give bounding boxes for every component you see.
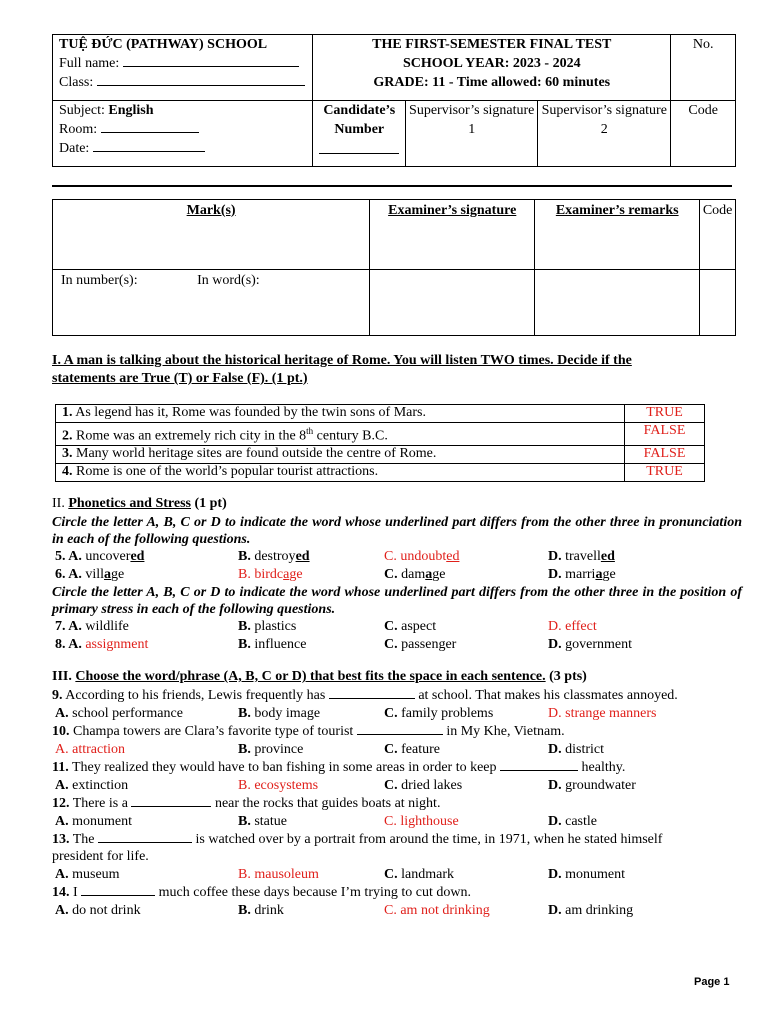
option-letter: C. xyxy=(384,867,398,882)
examiner-remarks-box xyxy=(535,270,700,336)
supervisor2-label: Supervisor’s signature xyxy=(541,103,667,118)
option-text: assignment xyxy=(81,637,149,652)
option-text: marri xyxy=(561,567,596,582)
option-text: mausoleum xyxy=(254,867,319,882)
statement-text: Rome is one of the world’s popular tourist attractions. xyxy=(76,463,379,479)
option-text: ge xyxy=(432,567,446,582)
option-text: monument xyxy=(565,867,626,882)
section3-title-text: Choose the word/phrase (A, B, C or D) that best fits the space in each sentence. xyxy=(75,669,546,684)
marks-code-header xyxy=(700,200,736,270)
statement-num: 1. xyxy=(62,405,73,420)
supervisor1-num: 1 xyxy=(468,122,476,137)
statement-num: 4. xyxy=(62,463,73,479)
question-text: much coffee these days because I’m trying to cut down. xyxy=(155,885,471,900)
option-text: uncover xyxy=(81,549,131,564)
option-text: do not drink xyxy=(72,903,141,918)
option-text: district xyxy=(565,742,605,757)
q8-c xyxy=(384,636,456,654)
examiner-sig-label: Examiner’s signature xyxy=(388,203,517,218)
q7-d-answer xyxy=(548,618,597,636)
q8-d xyxy=(548,636,632,654)
q10-c xyxy=(384,741,440,759)
school-info-cell xyxy=(53,35,313,101)
option-underline: ed xyxy=(600,549,615,564)
q12-d xyxy=(548,813,597,831)
option-letter: C. xyxy=(384,778,398,793)
q9-b xyxy=(238,705,320,723)
marks-table xyxy=(52,199,736,336)
page-number: Page 1 xyxy=(694,976,730,988)
option-underline: ed xyxy=(130,549,145,564)
true-false-table xyxy=(55,404,705,482)
option-text: lighthouse xyxy=(400,814,459,829)
candidate-label-1: Candidate’s xyxy=(323,103,396,118)
option-text: monument xyxy=(72,814,133,829)
question-text: healthy. xyxy=(578,760,626,775)
option-text: travell xyxy=(561,549,601,564)
question-text: The xyxy=(69,832,99,847)
option-text: dam xyxy=(397,567,426,582)
option-text: dried lakes xyxy=(401,778,463,793)
code-cell xyxy=(671,101,736,167)
option-letter: C. xyxy=(384,619,398,634)
option-underline: a xyxy=(425,567,433,582)
option-text: statue xyxy=(254,814,287,829)
section2-instr1: Circle the letter A, B, C or D to indicate the word whose underlined part differs from the other three in pronunciation in each of the following questions. xyxy=(52,515,742,547)
option-letter: C. xyxy=(384,637,398,652)
answer-blank[interactable] xyxy=(357,734,443,735)
option-letter: C. xyxy=(384,742,398,757)
room-label: Room: xyxy=(59,122,98,137)
option-letter: B. xyxy=(238,619,251,634)
option-text: ge xyxy=(602,567,616,582)
question-num: 11. xyxy=(52,760,69,775)
full-name-field[interactable] xyxy=(123,66,299,67)
q10-b xyxy=(238,741,303,759)
section1-title-line2: statements are True (T) or False (F). (1 pt.) xyxy=(52,371,308,386)
option-text: extinction xyxy=(72,778,129,793)
option-underline: a xyxy=(595,567,603,582)
q5-c-answer xyxy=(384,548,459,566)
subject-label: Subject: xyxy=(59,103,105,118)
candidate-cell xyxy=(313,101,406,167)
option-text: undoubt xyxy=(396,549,447,564)
option-letter: D. xyxy=(548,742,562,757)
option-letter: B. xyxy=(238,567,251,582)
marks-code-label: Code xyxy=(702,203,733,218)
q13-c xyxy=(384,866,454,884)
q14-a xyxy=(55,902,141,920)
option-letter: B. xyxy=(238,706,251,721)
question-num: 13. xyxy=(52,832,70,847)
q9-d-answer xyxy=(548,705,656,723)
option-text: plastics xyxy=(250,619,297,634)
q12-b xyxy=(238,813,287,831)
q9-stem xyxy=(52,687,742,705)
option-letter: B. xyxy=(238,742,251,757)
statement-3 xyxy=(56,445,625,463)
option-letter: A. xyxy=(55,867,69,882)
supervisor2-cell xyxy=(538,101,671,167)
q7-a xyxy=(55,618,129,636)
section2-points: (1 pt) xyxy=(194,496,227,511)
option-letter: D. xyxy=(548,814,562,829)
q11-a xyxy=(55,777,128,795)
option-text: birdc xyxy=(250,567,284,582)
section2-num: II. xyxy=(52,496,65,511)
q13-stem xyxy=(52,831,742,849)
section2-title xyxy=(52,495,742,513)
examiner-sig-header xyxy=(370,200,535,270)
question-num: 14. xyxy=(52,885,70,900)
test-title-cell xyxy=(313,35,671,101)
statement-4 xyxy=(56,463,625,481)
option-letter: 8. A. xyxy=(55,637,82,652)
answer-blank[interactable] xyxy=(329,698,415,699)
in-number-label: In number(s): xyxy=(61,273,138,288)
section1-title xyxy=(52,352,742,388)
q6-d xyxy=(548,566,616,584)
statement-2 xyxy=(56,423,625,446)
q6-a xyxy=(55,566,124,584)
option-letter: B. xyxy=(238,867,251,882)
option-letter: A. xyxy=(55,742,69,757)
question-text: in My Khe, Vietnam. xyxy=(442,724,565,739)
school-year: SCHOOL YEAR: 2023 - 2024 xyxy=(402,56,581,71)
question-text: They realized they would have to ban fishing in some areas in order to keep xyxy=(68,760,501,775)
no-cell xyxy=(671,35,736,101)
room-field[interactable] xyxy=(101,132,199,133)
option-text: destroy xyxy=(250,549,296,564)
q8-b xyxy=(238,636,306,654)
option-letter: D. xyxy=(548,567,562,582)
option-text: family problems xyxy=(401,706,494,721)
option-letter: B. xyxy=(238,903,251,918)
marks-label: Mark(s) xyxy=(186,203,236,218)
full-name-label: Full name: xyxy=(59,56,120,71)
q11-d xyxy=(548,777,636,795)
q12-stem xyxy=(52,795,742,813)
option-text: aspect xyxy=(397,619,437,634)
class-field[interactable] xyxy=(97,85,305,86)
q13-d xyxy=(548,866,625,884)
statement-text: Rome was an extremely rich city in the 8 xyxy=(76,428,307,444)
school-name: TUỆ ĐỨC (PATHWAY) SCHOOL xyxy=(59,37,268,52)
question-text: I xyxy=(69,885,82,900)
option-letter: C. xyxy=(384,814,397,829)
option-underline: a xyxy=(104,567,112,582)
answer-1: TRUE xyxy=(625,405,705,423)
q13-b-answer xyxy=(238,866,319,884)
option-text: province xyxy=(254,742,304,757)
option-text: castle xyxy=(565,814,597,829)
date-label: Date: xyxy=(59,141,90,156)
option-text: government xyxy=(561,637,632,652)
q10-stem xyxy=(52,723,742,741)
q14-d xyxy=(548,902,633,920)
option-text: school performance xyxy=(72,706,183,721)
statement-num: 2. xyxy=(62,428,73,444)
candidate-label-2: Number xyxy=(334,122,385,137)
option-underline: ed xyxy=(446,549,460,564)
answer-blank[interactable] xyxy=(81,895,155,896)
option-letter: D. xyxy=(548,867,562,882)
q8-a-answer xyxy=(55,636,148,654)
answer-3: FALSE xyxy=(625,445,705,463)
option-letter: B. xyxy=(238,549,251,564)
option-text: landmark xyxy=(401,867,454,882)
option-text: ge xyxy=(289,567,303,582)
code-label: Code xyxy=(688,103,718,118)
q6-b-answer xyxy=(238,566,303,584)
section3-title xyxy=(52,668,742,686)
option-letter: 7. A. xyxy=(55,619,82,634)
q11-c xyxy=(384,777,462,795)
question-text: near the rocks that guides boats at night. xyxy=(211,796,441,811)
in-word-label: In word(s): xyxy=(197,273,260,288)
class-label: Class: xyxy=(59,75,94,90)
option-letter: B. xyxy=(238,637,251,652)
answer-blank[interactable] xyxy=(500,770,578,771)
no-label: No. xyxy=(692,37,714,52)
answer-blank[interactable] xyxy=(98,842,192,843)
option-text: am not drinking xyxy=(400,903,490,918)
grade-time: GRADE: 11 - Time allowed: 60 minutes xyxy=(373,75,611,90)
option-letter: A. xyxy=(55,778,69,793)
statement-text: As legend has it, Rome was founded by the twin sons of Mars. xyxy=(75,405,426,420)
q10-a-answer xyxy=(55,741,125,759)
q7-b xyxy=(238,618,296,636)
header-table xyxy=(52,34,736,167)
marks-values-cell xyxy=(53,270,370,336)
option-letter: A. xyxy=(55,903,69,918)
subject-cell xyxy=(53,101,313,167)
option-text: strange manners xyxy=(565,706,657,721)
q11-b-answer xyxy=(238,777,318,795)
section2-title-text: Phonetics and Stress xyxy=(68,496,191,511)
option-underline: a xyxy=(283,567,290,582)
option-text: museum xyxy=(72,867,120,882)
option-text: ecosystems xyxy=(254,778,319,793)
option-text: attraction xyxy=(72,742,125,757)
date-field[interactable] xyxy=(93,151,205,152)
divider xyxy=(52,185,732,187)
q5-b xyxy=(238,548,310,566)
question-text: at school. That makes his classmates annoyed. xyxy=(414,688,678,703)
statement-num: 3. xyxy=(62,445,73,461)
question-num: 12. xyxy=(52,796,70,811)
section2-instr2: Circle the letter A, B, C or D to indicate the word whose underlined part differs from the other three in the position of primary stress in each of the following questions. xyxy=(52,585,742,617)
statement-text: Many world heritage sites are found outside the centre of Rome. xyxy=(76,445,437,461)
option-text: effect xyxy=(561,619,597,634)
q5-a xyxy=(55,548,144,566)
option-text: influence xyxy=(250,637,307,652)
q14-stem xyxy=(52,884,742,902)
option-text: feature xyxy=(401,742,440,757)
option-letter: D. xyxy=(548,706,562,721)
option-letter: D. xyxy=(548,778,562,793)
option-underline: ed xyxy=(295,549,310,564)
q6-c xyxy=(384,566,445,584)
examiner-sig-box xyxy=(370,270,535,336)
q13-stem-line2: president for life. xyxy=(52,849,149,864)
subject-value: English xyxy=(108,103,154,118)
option-letter: 5. A. xyxy=(55,549,82,564)
question-text: According to his friends, Lewis frequently has xyxy=(62,688,329,703)
statement-sup: th xyxy=(306,426,314,436)
question-text: Champa towers are Clara’s favorite type of tourist xyxy=(69,724,357,739)
option-text: vill xyxy=(81,567,105,582)
answer-blank[interactable] xyxy=(131,806,211,807)
section3-num: III. xyxy=(52,669,72,684)
q7-c xyxy=(384,618,436,636)
option-letter: D. xyxy=(548,619,562,634)
section1-title-line1: I. A man is talking about the historical heritage of Rome. You will listen TWO times. Decide if the xyxy=(52,353,632,368)
question-num: 9. xyxy=(52,688,63,703)
question-num: 10. xyxy=(52,724,70,739)
statement-text: century B.C. xyxy=(313,428,388,444)
q11-stem xyxy=(52,759,742,777)
option-text: drink xyxy=(254,903,284,918)
q12-c-answer xyxy=(384,813,459,831)
answer-2: FALSE xyxy=(625,423,705,446)
option-letter: D. xyxy=(548,637,562,652)
option-letter: C. xyxy=(384,567,398,582)
candidate-number-field[interactable] xyxy=(319,139,399,154)
marks-header xyxy=(53,200,370,270)
q12-a xyxy=(55,813,132,831)
section3-points: (3 pts) xyxy=(549,669,587,684)
supervisor2-num: 2 xyxy=(600,122,608,137)
marks-code-box xyxy=(700,270,736,336)
q9-a xyxy=(55,705,183,723)
test-title: THE FIRST-SEMESTER FINAL TEST xyxy=(372,37,612,52)
option-text: groundwater xyxy=(565,778,636,793)
option-letter: A. xyxy=(55,814,69,829)
option-text: passenger xyxy=(397,637,457,652)
option-letter: C. xyxy=(384,706,398,721)
q14-b xyxy=(238,902,284,920)
q13-a xyxy=(55,866,120,884)
examiner-remarks-header xyxy=(535,200,700,270)
option-letter: C. xyxy=(384,549,397,564)
q9-c xyxy=(384,705,493,723)
q10-d xyxy=(548,741,604,759)
option-letter: A. xyxy=(55,706,69,721)
question-text: is watched over by a portrait from around the time, in 1971, when he stated himself xyxy=(192,832,663,847)
option-letter: B. xyxy=(238,778,251,793)
answer-4: TRUE xyxy=(625,463,705,481)
q14-c-answer xyxy=(384,902,490,920)
option-letter: D. xyxy=(548,903,562,918)
option-text: am drinking xyxy=(565,903,634,918)
supervisor1-label: Supervisor’s signature xyxy=(409,103,535,118)
option-letter: D. xyxy=(548,549,562,564)
option-letter: B. xyxy=(238,814,251,829)
option-text: wildlife xyxy=(81,619,129,634)
option-text: body image xyxy=(254,706,321,721)
option-letter: C. xyxy=(384,903,397,918)
examiner-remarks-label: Examiner’s remarks xyxy=(555,203,679,218)
option-text: ge xyxy=(111,567,125,582)
supervisor1-cell xyxy=(406,101,538,167)
question-text: There is a xyxy=(69,796,132,811)
option-letter: 6. A. xyxy=(55,567,82,582)
statement-1 xyxy=(56,405,625,423)
q5-d xyxy=(548,548,615,566)
